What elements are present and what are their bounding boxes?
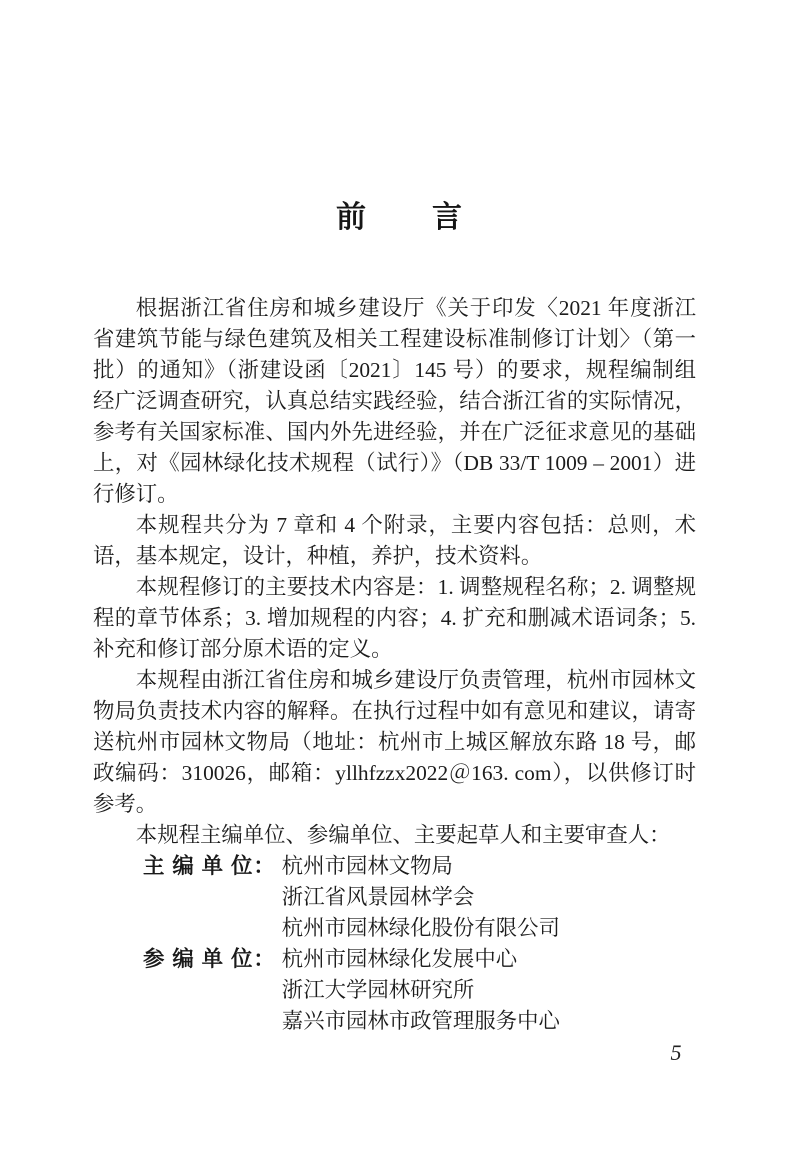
- paragraph-credits-intro: 本规程主编单位、参编单位、主要起草人和主要审查人：: [135, 823, 671, 847]
- credit-row-participating-units: [143, 944, 696, 1037]
- paragraph-contents: 本规程共分为 7 章和 4 个附录，主要内容包括：总则，术语，基本规定，设计，种植，养护，技术资料。: [93, 513, 696, 568]
- chief-editing-units-list: [282, 851, 560, 944]
- credit-unit: 杭州市园林绿化发展中心: [281, 947, 518, 971]
- paragraph-basis: 根据浙江省住房和城乡建设厅《关于印发〈2021 年度浙江省建筑节能与绿色建筑及相关工程建设标准制修订计划〉（第一批）的通知》（浙建设函〔2021〕145 号）的要求，规程编制组经广泛调查研究，认真总结实践经验，结合浙江省的实际情况，参考有关国家标准、国内外先进经验，并在广泛征求意见的基础上，对《园林绿化技术规程（试行）》（DB 33/T 1009 – 2001）进行修订。: [93, 296, 696, 506]
- page-title: 前 言: [336, 201, 464, 234]
- credit-unit: 杭州市园林绿化股份有限公司: [281, 916, 560, 940]
- paragraph-management: 本规程由浙江省住房和城乡建设厅负责管理，杭州市园林文物局负责技术内容的解释。在执行过程中如有意见和建议，请寄送杭州市园林文物局（地址：杭州市上城区解放东路 18 号，邮政编码：310026，邮箱：yllhfzzx2022＠163. com），以供修订时参考。: [93, 668, 696, 816]
- credit-unit: 嘉兴市园林市政管理服务中心: [281, 1009, 560, 1033]
- document-body: [0, 293, 800, 1037]
- participating-units-label: 参 编 单 位：: [143, 947, 276, 971]
- page-number: 5: [670, 1040, 682, 1065]
- credit-unit: 浙江省风景园林学会: [281, 885, 475, 909]
- participating-units-list: [282, 944, 560, 1037]
- paragraph-revisions: 本规程修订的主要技术内容是：1. 调整规程名称；2. 调整规程的章节体系；3. 增加规程的内容；4. 扩充和删减术语词条；5. 补充和修订部分原术语的定义。: [93, 575, 696, 661]
- credit-row-chief-editing-units: [143, 851, 696, 944]
- credit-unit: 浙江大学园林研究所: [281, 978, 475, 1002]
- credit-unit: 杭州市园林文物局: [281, 854, 453, 878]
- chief-editing-units-label: 主 编 单 位：: [143, 854, 276, 878]
